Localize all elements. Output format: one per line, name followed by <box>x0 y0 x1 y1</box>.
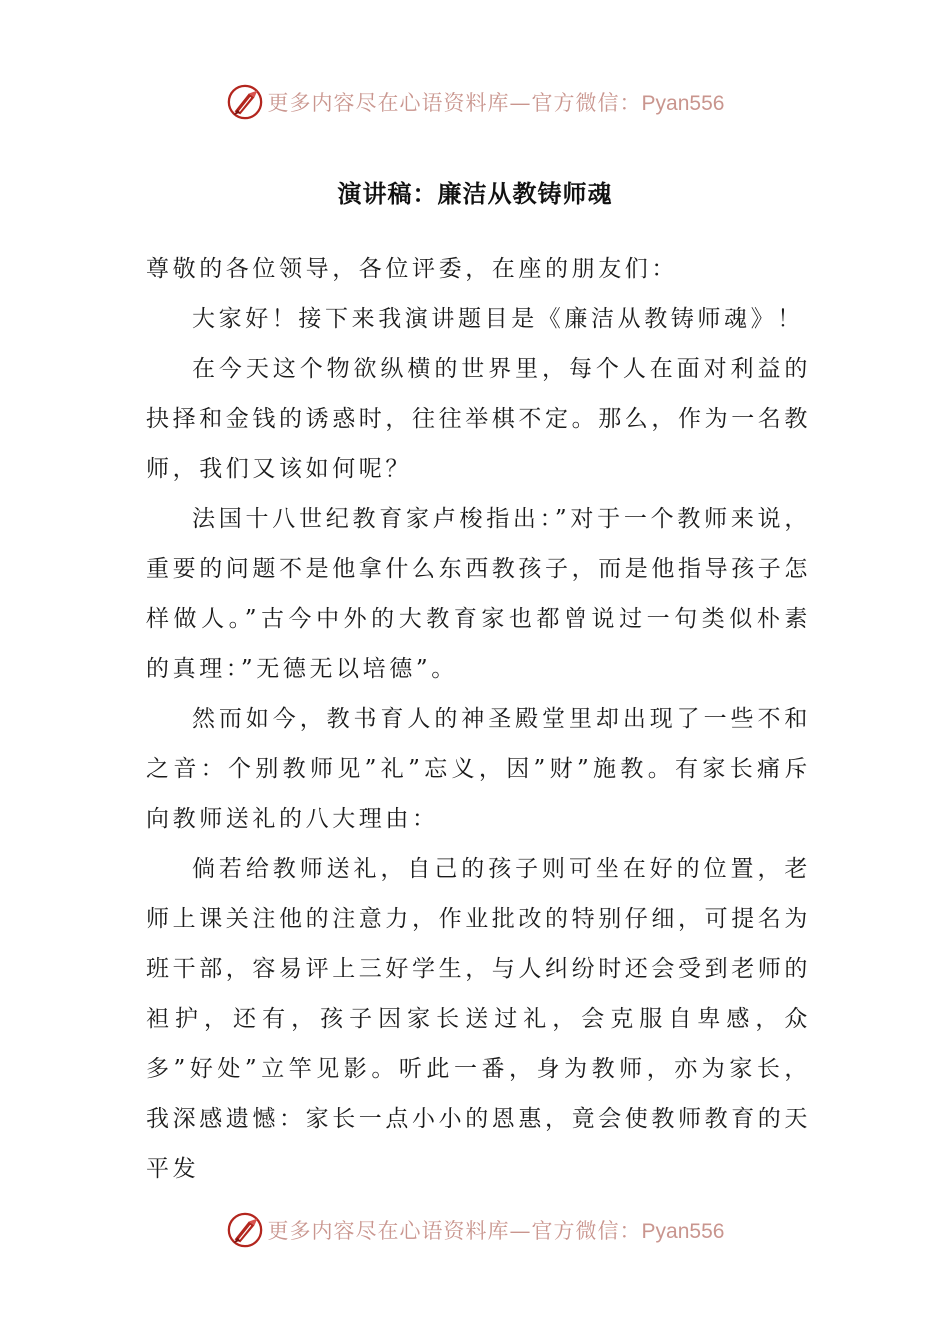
footer-banner <box>0 1210 950 1250</box>
paragraph-salutation: 尊敬的各位领导，各位评委，在座的朋友们： <box>146 256 678 282</box>
paragraph: 在今天这个物欲纵横的世界里，每个人在面对利益的抉择和金钱的诱惑时，往往举棋不定。那么，作为一名教师，我们又该如何呢？ <box>146 356 811 482</box>
banner-text: 更多内容尽在心语资料库—官方微信：Pyan556 <box>267 91 725 115</box>
document-body <box>146 244 811 1194</box>
banner-text: 更多内容尽在心语资料库—官方微信：Pyan556 <box>267 1219 725 1243</box>
paragraph: 倘若给教师送礼，自己的孩子则可坐在好的位置，老师上课关注他的注意力，作业批改的特别仔细，可提名为班干部，容易评上三好学生，与人纠纷时还会受到老师的袒护，还有，孩子因家长送过礼，会克服自卑感，众多”好处”立竿见影。听此一番，身为教师，亦为家长，我深感遗憾：家长一点小小的恩惠，竟会使教师教育的天平发 <box>146 856 811 1182</box>
paragraph: 大家好！接下来我演讲题目是《廉洁从教铸师魂》！ <box>192 306 804 332</box>
wechat-id: Pyan556 <box>641 92 725 115</box>
pen-nib-logo-icon <box>226 1211 264 1249</box>
document-title: 演讲稿：廉洁从教铸师魂 <box>337 180 613 208</box>
paragraph: 然而如今，教书育人的神圣殿堂里却出现了一些不和之音：个别教师见”礼”忘义，因”财”施教。有家长痛斥向教师送礼的八大理由： <box>146 706 811 832</box>
wechat-id: Pyan556 <box>641 1220 725 1243</box>
header-banner <box>0 82 950 122</box>
pen-nib-logo-icon <box>226 83 264 121</box>
paragraph: 法国十八世纪教育家卢梭指出：”对于一个教师来说，重要的问题不是他拿什么东西教孩子，而是他指导孩子怎样做人。”古今中外的大教育家也都曾说过一句类似朴素的真理：”无德无以培德”。 <box>146 506 811 682</box>
